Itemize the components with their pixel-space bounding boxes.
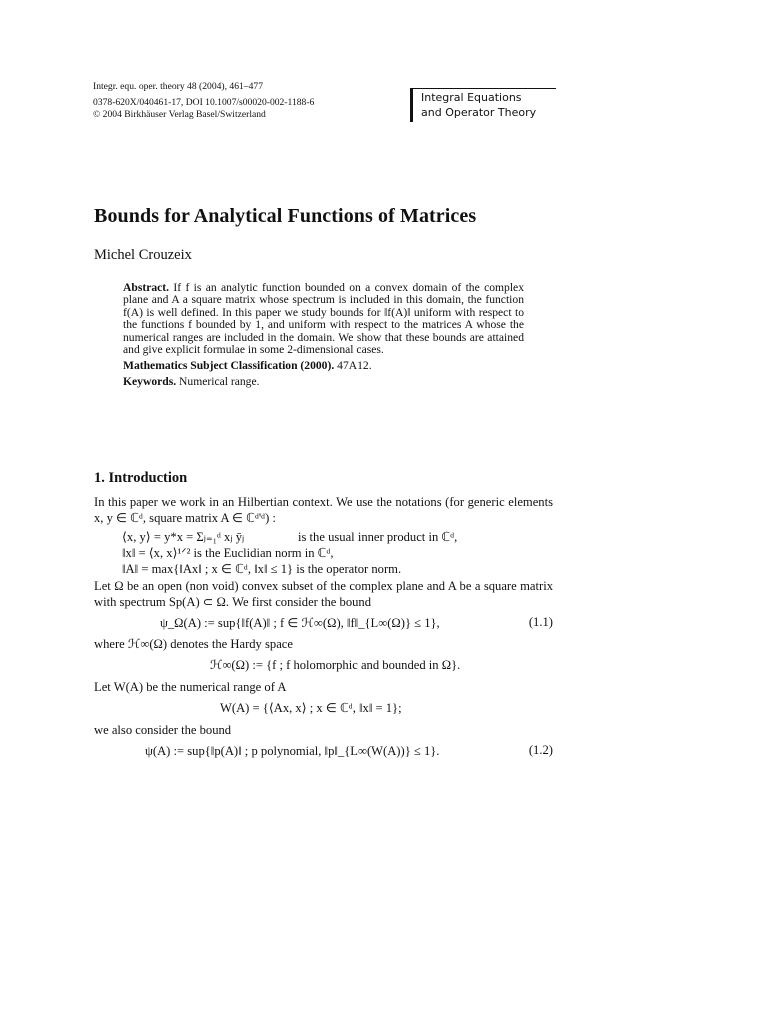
notation-vector-norm: ‖x‖ = ⟨x, x⟩¹ᐟ² is the Euclidian norm in ℂᵈ, [122, 546, 334, 560]
copyright-line: © 2004 Birkhäuser Verlag Basel/Switzerland [93, 109, 266, 120]
equation-1-2: ψ(A) := sup{‖p(A)‖ ; p polynomial, ‖p‖_{L∞(W(A))} ≤ 1}. [145, 744, 440, 758]
paper-title: Bounds for Analytical Functions of Matrices [94, 205, 477, 227]
equation-number-1-2: (1.2) [528, 743, 553, 757]
keywords-label: Keywords. [123, 374, 177, 388]
keywords-line [123, 376, 524, 388]
notation-inner-product: ⟨x, y⟩ = y*x = Σⱼ₌₁ᵈ xⱼ ȳⱼ [122, 530, 245, 544]
notation-operator-norm: ‖A‖ = max{‖Ax‖ ; x ∈ ℂᵈ, ‖x‖ ≤ 1} is the operator norm. [122, 562, 402, 576]
msc-label: Mathematics Subject Classification (2000). [123, 359, 335, 373]
keywords-value: Numerical range. [179, 374, 260, 388]
abstract-block [123, 282, 524, 388]
journal-name-line2: and Operator Theory [421, 106, 537, 119]
intro-paragraph-1: In this paper we work in an Hilbertian context. We use the notations (for generic elements x, y ∈ ℂᵈ, square matrix A ∈ ℂᵈ'ᵈ) : [94, 495, 553, 526]
intro-paragraph-2: Let Ω be an open (non void) convex subset of the complex plane and A be a square matrix with spectrum Sp(A) ⊂ Ω. We first consider the bound [94, 579, 553, 610]
notation-inner-product-desc: is the usual inner product in ℂᵈ, [298, 530, 458, 544]
msc-line [123, 360, 524, 372]
abstract-paragraph [123, 282, 524, 356]
journal-name-box [410, 88, 556, 122]
section-heading: 1. Introduction [94, 470, 188, 486]
abstract-label: Abstract. [123, 281, 170, 294]
author-name: Michel Crouzeix [94, 247, 192, 263]
intro-paragraph-4: Let W(A) be the numerical range of A [94, 680, 287, 694]
equation-hardy-space: ℋ∞(Ω) := {f ; f holomorphic and bounded in Ω}. [210, 658, 461, 672]
citation-line: Integr. equ. oper. theory 48 (2004), 461–477 [93, 81, 263, 92]
equation-1-1: ψ_Ω(A) := sup{‖f(A)‖ ; f ∈ ℋ∞(Ω), ‖f‖_{L∞(Ω)} ≤ 1}, [160, 616, 440, 630]
journal-name-line1: Integral Equations [421, 91, 522, 104]
intro-paragraph-5: we also consider the bound [94, 723, 232, 737]
intro-paragraph-3: where ℋ∞(Ω) denotes the Hardy space [94, 637, 293, 651]
abstract-text: If f is an analytic function bounded on a convex domain of the complex plane and A a square matrix whose spectrum is included in this domain, the function f(A) is well defined. In this paper we study bounds for ‖f(A)‖ uniform with respect to the functions f bounded by 1, and uniform with respect to the matrices A whose the numerical ranges are included in the domain. We show that these bounds are attained and give explicit formulae in some 2-dimensional cases. [123, 281, 524, 357]
doi-line: 0378-620X/040461-17, DOI 10.1007/s00020-002-1188-6 [93, 97, 315, 108]
equation-number-1-1: (1.1) [528, 615, 553, 629]
equation-numerical-range: W(A) = {⟨Ax, x⟩ ; x ∈ ℂᵈ, ‖x‖ = 1}; [220, 701, 402, 715]
msc-value: 47A12. [337, 359, 372, 373]
